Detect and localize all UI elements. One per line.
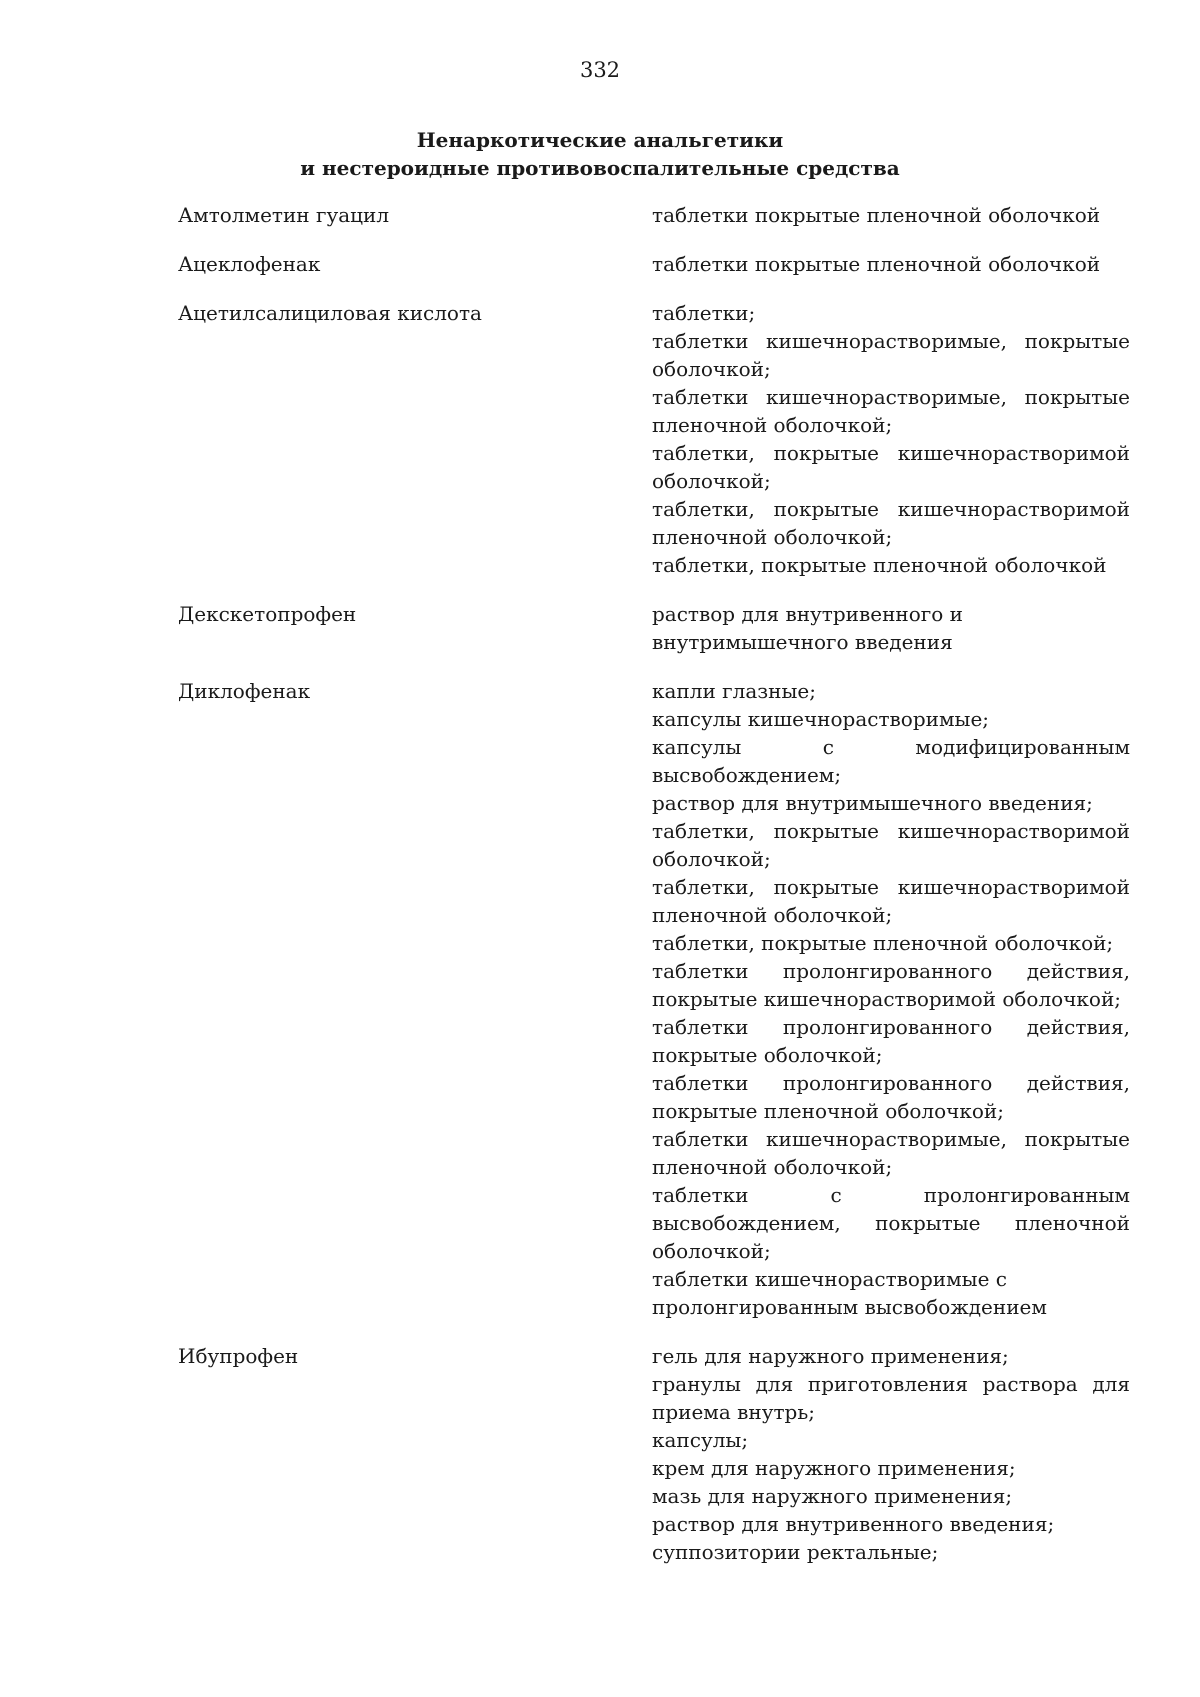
dosage-form: таблетки покрытые пленочной оболочкой	[652, 252, 1101, 276]
dosage-form: таблетки пролонгированного действия, покрытые пленочной оболочкой;	[652, 1071, 1130, 1123]
dosage-form: таблетки пролонгированного действия, покрытые кишечнорастворимой оболочкой;	[652, 959, 1130, 1011]
dosage-form: таблетки покрытые пленочной оболочкой	[652, 203, 1101, 227]
drug-entry	[178, 1342, 1132, 1566]
dosage-form: раствор для внутривенного и внутримышечного введения	[652, 602, 964, 654]
drug-name: Ацетилсалициловая кислота	[178, 301, 482, 325]
drug-entry	[178, 600, 1132, 656]
drug-name: Ацеклофенак	[178, 252, 321, 276]
drug-entry	[178, 677, 1132, 1321]
drug-name: Амтолметин гуацил	[178, 203, 390, 227]
dosage-form: таблетки, покрытые пленочной оболочкой	[652, 553, 1107, 577]
section-title-line-2: и нестероидные противовоспалительные средства	[300, 156, 900, 180]
dosage-form: таблетки кишечнорастворимые, покрытые оболочкой;	[652, 329, 1130, 381]
dosage-form: таблетки;	[652, 301, 756, 325]
dosage-form: раствор для внутривенного введения;	[652, 1512, 1055, 1536]
dosage-form: капсулы кишечнорастворимые;	[652, 707, 990, 731]
dosage-form: таблетки, покрытые кишечнорастворимой пленочной оболочкой;	[652, 497, 1130, 549]
dosage-forms	[652, 677, 1130, 1321]
dosage-form: мазь для наружного применения;	[652, 1484, 1013, 1508]
dosage-form: таблетки, покрытые кишечнорастворимой оболочкой;	[652, 441, 1130, 493]
drug-name: Декскетопрофен	[178, 602, 357, 626]
dosage-form: раствор для внутримышечного введения;	[652, 791, 1093, 815]
section-title-line-1: Ненаркотические анальгетики	[416, 128, 784, 152]
drug-name: Диклофенак	[178, 679, 311, 703]
dosage-form: таблетки кишечнорастворимые, покрытые пленочной оболочкой;	[652, 385, 1130, 437]
dosage-form: таблетки кишечнорастворимые, покрытые пленочной оболочкой;	[652, 1127, 1130, 1179]
dosage-form: капли глазные;	[652, 679, 816, 703]
dosage-forms	[652, 1342, 1130, 1566]
dosage-forms	[652, 600, 1130, 656]
dosage-form: капсулы с модифицированным высвобождением;	[652, 735, 1130, 787]
drug-entry	[178, 250, 1132, 278]
drug-entry	[178, 299, 1132, 579]
drug-entry	[178, 201, 1132, 229]
page-number: 332	[579, 58, 621, 82]
dosage-form: гранулы для приготовления раствора для приема внутрь;	[652, 1372, 1130, 1424]
dosage-forms	[652, 201, 1130, 229]
dosage-form: таблетки кишечнорастворимые с пролонгированным высвобождением	[652, 1267, 1047, 1319]
dosage-form: таблетки, покрытые пленочной оболочкой;	[652, 931, 1114, 955]
dosage-form: гель для наружного применения;	[652, 1344, 1009, 1368]
dosage-forms	[652, 250, 1130, 278]
dosage-form: таблетки, покрытые кишечнорастворимой пленочной оболочкой;	[652, 875, 1130, 927]
dosage-forms	[652, 299, 1130, 579]
dosage-form: крем для наружного применения;	[652, 1456, 1016, 1480]
drug-name: Ибупрофен	[178, 1344, 299, 1368]
dosage-form: суппозитории ректальные;	[652, 1540, 939, 1564]
dosage-form: таблетки пролонгированного действия, покрытые оболочкой;	[652, 1015, 1130, 1067]
dosage-form: капсулы;	[652, 1428, 749, 1452]
drug-list	[178, 201, 1132, 1587]
dosage-form: таблетки, покрытые кишечнорастворимой оболочкой;	[652, 819, 1130, 871]
dosage-form: таблетки с пролонгированным высвобождением, покрытые пленочной оболочкой;	[652, 1183, 1130, 1263]
section-title	[0, 126, 1200, 182]
